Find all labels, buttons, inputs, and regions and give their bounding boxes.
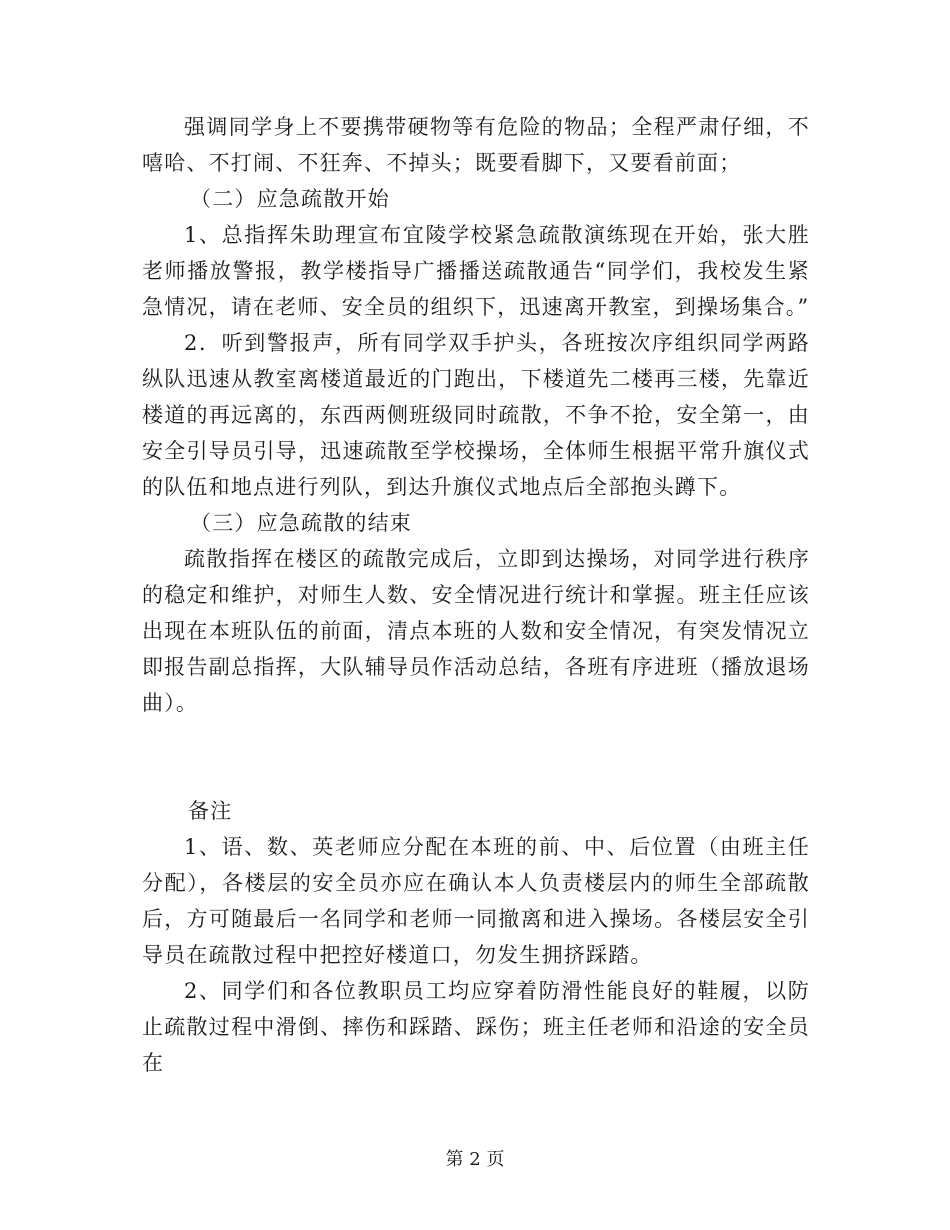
- section-heading-evacuation-start: （二）应急疏散开始: [190, 187, 390, 211]
- note-item-2: 2、同学们和各位教职员工均应穿着防滑性能良好的鞋履，以防止疏散过程中滑倒、摔伤和踩踏、踩伤；班主任老师和沿途的安全员在: [142, 979, 810, 1075]
- paragraph-evacuation-procedure: 2．听到警报声，所有同学双手护头，各班按次序组织同学两路纵队迅速从教室离楼道最近的门跑出，下楼道先二楼再三楼，先靠近楼道的再远离的，东西两侧班级同时疏散，不争不抢，安全第一，由安全引导员引导，迅速疏散至学校操场，全体师生根据平常升旗仪式的队伍和地点进行列队，到达升旗仪式地点后全部抱头蹲下。: [142, 331, 810, 499]
- notes-heading: 备注: [188, 799, 233, 823]
- paragraph-evacuation-end: 疏散指挥在楼区的疏散完成后，立即到达操场，对同学进行秩序的稳定和维护，对师生人数、安全情况进行统计和掌握。班主任应该出现在本班队伍的前面，清点本班的人数和安全情况，有突发情况立即报告副总指挥，大队辅导员作活动总结，各班有序进班（播放退场曲）。: [142, 547, 810, 715]
- document-body: [142, 109, 810, 1081]
- paragraph-start-announcement: 1、总指挥朱助理宣布宜陵学校紧急疏散演练现在开始，张大胜老师播放警报，教学楼指导广播播送疏散通告“同学们，我校发生紧急情况，请在老师、安全员的组织下，迅速离开教室，到操场集合。”: [142, 223, 810, 319]
- page-number: 第 2 页: [445, 1149, 505, 1170]
- note-item-1: 1、语、数、英老师应分配在本班的前、中、后位置（由班主任分配），各楼层的安全员亦应在确认本人负责楼层内的师生全部疏散后，方可随最后一名同学和老师一同撤离和进入操场。各楼层安全引导员在疏散过程中把控好楼道口，勿发生拥挤踩踏。: [142, 835, 810, 967]
- blank-space: [142, 721, 810, 793]
- paragraph-safety-reminder: 强调同学身上不要携带硬物等有危险的物品；全程严肃仔细，不嘻哈、不打闹、不狂奔、不掉头；既要看脚下，又要看前面；: [142, 115, 810, 175]
- section-heading-evacuation-end: （三）应急疏散的结束: [190, 511, 412, 535]
